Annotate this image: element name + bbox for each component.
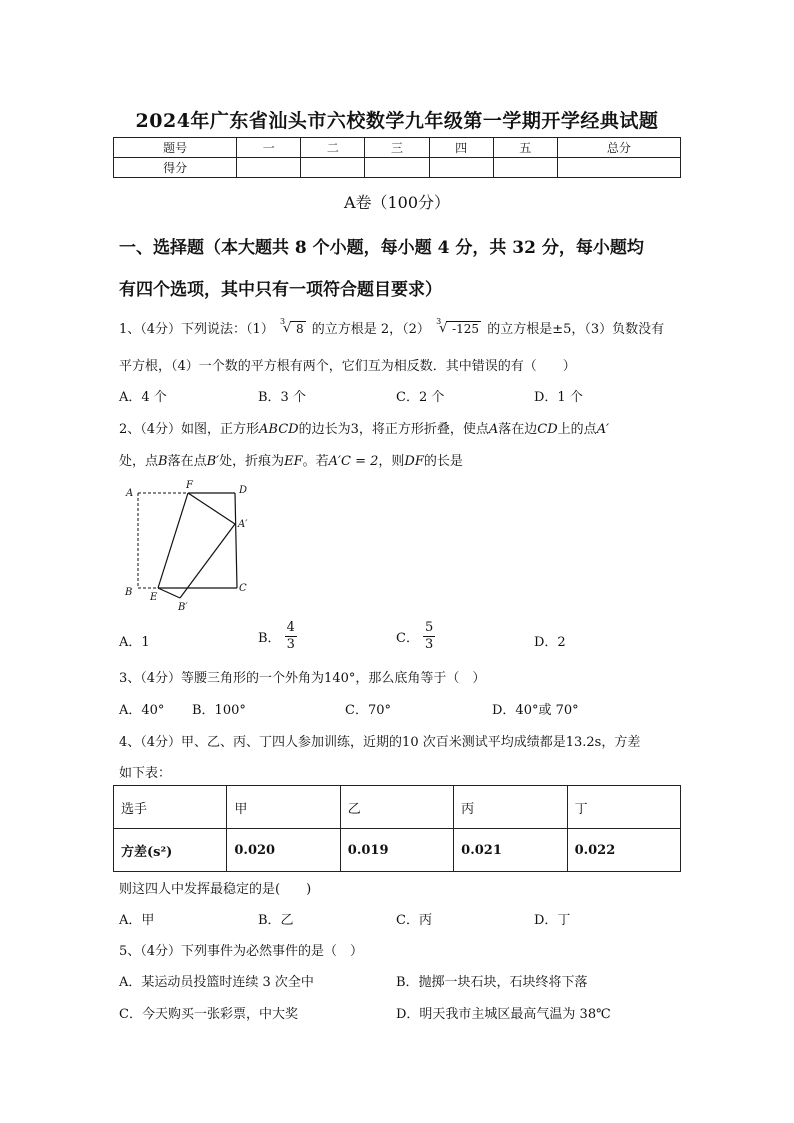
fig-label-c: C: [239, 583, 247, 594]
table-cell: 甲: [227, 786, 340, 829]
variance-table: [113, 785, 681, 872]
q3-option-c: C．70°: [345, 703, 391, 718]
q4-option-b: B．乙: [258, 913, 294, 928]
fig-label-d: D: [239, 485, 248, 496]
cube-root-8: 3 √ 8: [279, 317, 304, 336]
variance-table-value-row: [114, 829, 681, 872]
fig-label-f: F: [186, 480, 193, 491]
q4-line2: 如下表：: [119, 766, 172, 781]
q2-line1: 2、（4分）如图，正方形ABCD的边长为3，将正方形折叠，使点A落在边CD上的点A′: [119, 422, 610, 437]
table-cell: 0.021: [454, 829, 567, 872]
q4-option-a: A．甲: [119, 913, 155, 928]
fig-label-b: B: [125, 587, 133, 598]
q3-option-b: B．100°: [192, 703, 246, 718]
q5-stem: 5、（4分）下列事件为必然事件的是（ ）: [119, 944, 364, 959]
score-table-score-row: [114, 158, 681, 178]
score-blank-cell: [557, 158, 680, 178]
score-cell: 二: [301, 138, 365, 158]
table-cell: 0.019: [340, 829, 453, 872]
q3-option-d: D．40°或 70°: [492, 703, 579, 718]
score-blank-cell: [301, 158, 365, 178]
fig-edge-fa1: [188, 493, 235, 524]
fig-label-b-prime: B′: [178, 602, 188, 613]
q2-option-d: D．2: [534, 635, 566, 650]
table-cell: 乙: [340, 786, 453, 829]
score-blank-cell: [493, 158, 557, 178]
cube-root-neg125: 3 √ -125: [436, 317, 480, 336]
q1-line1: 1、（4分）下列说法：（1） 3 √ 8 的立方根是 2，（2） 3 √ -125 的立方根是±5，（3）负数没有: [119, 317, 665, 337]
q1-option-d: D．1 个: [534, 390, 583, 405]
q2-option-a: A．1: [119, 635, 150, 650]
q4-option-c: C．丙: [396, 913, 432, 928]
part1-heading-line1: 一、选择题（本大题共 8 个小题，每小题 4 分，共 32 分，每小题均: [119, 238, 644, 258]
score-cell: 五: [493, 138, 557, 158]
score-cell: 四: [429, 138, 493, 158]
fig-edge-a1b1: [180, 524, 235, 598]
q1-line2: 平方根，（4）一个数的平方根有两个，它们互为相反数．其中错误的有（ ）: [119, 359, 576, 374]
score-blank-cell: [429, 158, 493, 178]
q4-line1: 4、（4分）甲、乙、丙、丁四人参加训练，近期的10 次百米测试平均成绩都是13.2s，方差: [119, 735, 641, 750]
q2-option-b: B． $\frac{4}{3}$: [258, 620, 295, 652]
table-cell: 0.020: [227, 829, 340, 872]
q3-stem: 3、（4分）等腰三角形的一个外角为140°，那么底角等于（ ）: [119, 671, 486, 686]
section-a-heading: A卷（100分）: [343, 193, 451, 212]
fig-crease-ef: [158, 493, 188, 588]
q5-option-b: B．抛掷一块石块，石块终将下落: [396, 975, 588, 990]
q5-option-c: C．今天购买一张彩票，中大奖: [119, 1007, 298, 1022]
fraction-five-thirds: $\frac{5}{3}$: [424, 620, 434, 652]
variance-table-header-row: [114, 786, 681, 829]
fig-label-a: A: [126, 488, 134, 499]
fig-label-a-prime: A′: [238, 519, 248, 530]
score-blank-cell: [365, 158, 429, 178]
score-cell: 题号: [114, 138, 237, 158]
q5-option-a: A．某运动员投篮时连续 3 次全中: [119, 975, 314, 990]
score-cell: 总分: [557, 138, 680, 158]
page-title: 2024年广东省汕头市六校数学九年级第一学期开学经典试题: [135, 110, 659, 132]
q3-option-a: A．40°: [119, 703, 165, 718]
fraction-four-thirds: $\frac{4}{3}$: [286, 620, 295, 652]
table-cell: 丙: [454, 786, 567, 829]
q1-option-c: C．2 个: [396, 390, 445, 405]
q5-option-d: D．明天我市主城区最高气温为 38℃: [396, 1007, 611, 1022]
table-cell: 0.022: [567, 829, 680, 872]
table-cell: 选手: [114, 786, 227, 829]
score-table-header-row: [114, 138, 681, 158]
score-label-cell: 得分: [114, 158, 237, 178]
score-cell: 一: [237, 138, 301, 158]
fig-label-e: E: [150, 592, 158, 603]
q2-option-c: C． $\frac{5}{3}$: [396, 620, 434, 652]
square-folding-figure: [118, 478, 258, 614]
part1-heading-line2: 有四个选项，其中只有一项符合题目要求）: [119, 280, 442, 300]
fig-edge-b1e: [158, 588, 180, 598]
fig-edge-dc: [235, 493, 237, 588]
score-blank-cell: [237, 158, 301, 178]
q4-after: 则这四人中发挥最稳定的是( ): [119, 882, 312, 897]
q1-option-b: B．3 个: [258, 390, 306, 405]
table-cell: 丁: [567, 786, 680, 829]
table-cell: 方差(s²): [114, 829, 227, 872]
q4-option-d: D．丁: [534, 913, 571, 928]
q1-option-a: A．4 个: [119, 390, 167, 405]
score-table: [113, 137, 681, 178]
q2-line2: 处，点B落在点B′处，折痕为EF。若A′C = 2，则DF的长是: [119, 454, 463, 469]
score-cell: 三: [365, 138, 429, 158]
